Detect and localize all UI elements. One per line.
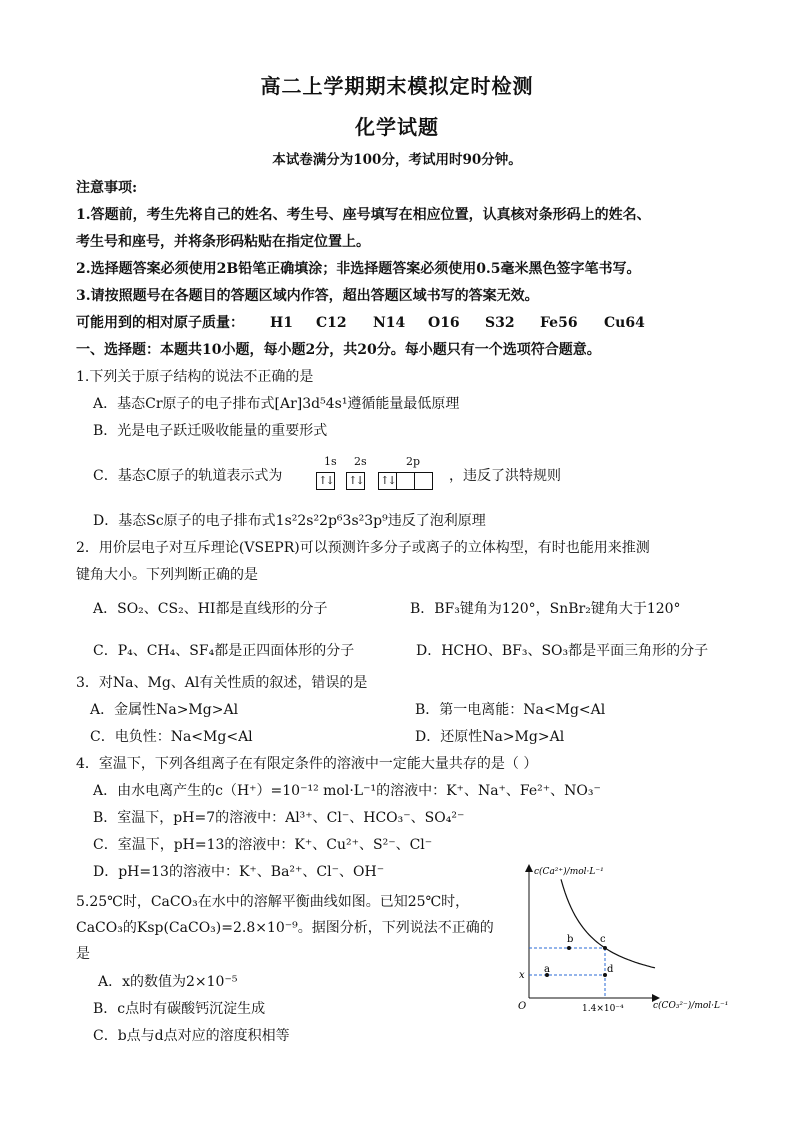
- note-2: 2.选择题答案必须使用2B铅笔正确填涂；非选择题答案必须使用0.5毫米黑色签字笔书写。: [76, 261, 641, 277]
- y-axis-label: c(Ca²⁺)/mol·L⁻¹: [534, 867, 604, 877]
- q2-option-b: B．BF₃键角为120°，SnBr₂键角大于120°: [410, 601, 681, 617]
- point-a-label: a: [544, 964, 550, 975]
- q1-option-a: A．基态Cr原子的电子排布式[Ar]3d⁵4s¹遵循能量最低原理: [93, 396, 460, 412]
- masses-label: 可能用到的相对原子质量：: [76, 315, 244, 331]
- note-1a: 1.答题前，考生先将自己的姓名、考生号、座号填写在相应位置，认真核对条形码上的姓名、: [76, 207, 651, 223]
- q2-option-d: D．HCHO、BF₃、SO₃都是平面三角形的分子: [416, 643, 709, 659]
- q3-option-c: C．电负性：Na<Mg<Al: [90, 729, 253, 745]
- q3-option-a: A．金属性Na>Mg>Al: [90, 702, 239, 718]
- mass-fe: Fe56: [540, 315, 578, 331]
- q2-stem-2: 键角大小。下列判断正确的是: [76, 567, 258, 583]
- orbital-box-2p: ↑↓: [378, 472, 433, 490]
- q4-option-d: D．pH=13的溶液中：K⁺、Ba²⁺、Cl⁻、OH⁻: [93, 864, 385, 880]
- mass-n: N14: [373, 315, 406, 331]
- q4-option-c: C．室温下，pH=13的溶液中：K⁺、Cu²⁺、S²⁻、Cl⁻: [93, 837, 433, 853]
- exam-info: 本试卷满分为100分，考试用时90分钟。: [272, 152, 522, 168]
- q4-stem: 4．室温下，下列各组离子在有限定条件的溶液中一定能大量共存的是（ ）: [76, 756, 538, 772]
- point-b: [567, 946, 571, 950]
- orbital-label-1s: 1s: [324, 455, 337, 468]
- q2-option-c: C．P₄、CH₄、SF₄都是正四面体形的分子: [93, 643, 355, 659]
- orbital-box-2s: ↑↓: [346, 472, 365, 490]
- x-axis-label: c(CO₃²⁻)/mol·L⁻¹: [653, 1001, 729, 1011]
- subject-title: 化学试题: [355, 115, 439, 139]
- q2-stem-1: 2．用价层电子对互斥理论(VSEPR)可以预测许多分子或离子的立体构型，有时也能用来推测: [76, 540, 650, 556]
- mass-c: C12: [316, 315, 347, 331]
- mass-cu: Cu64: [604, 315, 645, 331]
- point-c-label: c: [600, 934, 606, 945]
- q4-option-a: A．由水电离产生的c（H⁺）=10⁻¹² mol·L⁻¹的溶液中：K⁺、Na⁺、Fe²⁺、NO₃⁻: [93, 783, 601, 799]
- origin-label: O: [518, 1001, 527, 1012]
- q1-option-c-post: ，违反了洪特规则: [449, 468, 561, 484]
- q1-option-c-pre: C．基态C原子的轨道表示式为: [93, 468, 283, 484]
- notes-heading: 注意事项:: [76, 180, 138, 196]
- y-tick-x: x: [519, 970, 525, 981]
- orbital-label-2p: 2p: [406, 455, 421, 468]
- q5-stem-3: 是: [76, 946, 90, 962]
- q5-option-c: C．b点与d点对应的溶度积相等: [93, 1028, 290, 1044]
- section-heading: 一、选择题：本题共10小题，每小题2分，共20分。每小题只有一个选项符合题意。: [76, 342, 601, 358]
- orbital-diagram: [316, 456, 446, 496]
- mass-s: S32: [485, 315, 515, 331]
- exam-title: 高二上学期期末模拟定时检测: [260, 74, 534, 98]
- solubility-chart: [510, 860, 740, 1020]
- x-tick-label: 1.4×10⁻⁴: [582, 1004, 624, 1014]
- q5-stem-1: 5.25℃时，CaCO₃在水中的溶解平衡曲线如图。已知25℃时，: [76, 894, 470, 910]
- q1-stem: 1.下列关于原子结构的说法不正确的是: [76, 369, 314, 385]
- orbital-label-2s: 2s: [354, 455, 367, 468]
- q3-option-d: D．还原性Na>Mg>Al: [415, 729, 565, 745]
- ksp-curve: [561, 879, 655, 968]
- point-c: [603, 946, 607, 950]
- q5-stem-2: CaCO₃的Ksp(CaCO₃)=2.8×10⁻⁹。据图分析，下列说法不正确的: [76, 920, 494, 936]
- q4-option-b: B．室温下，pH=7的溶液中：Al³⁺、Cl⁻、HCO₃⁻、SO₄²⁻: [93, 810, 465, 826]
- q5-option-b: B．c点时有碳酸钙沉淀生成: [93, 1001, 266, 1017]
- q1-option-b: B．光是电子跃迁吸收能量的重要形式: [93, 423, 328, 439]
- q2-option-a: A．SO₂、CS₂、HI都是直线形的分子: [93, 601, 328, 617]
- q1-option-d: D．基态Sc原子的电子排布式1s²2s²2p⁶3s²3p⁹违反了泡利原理: [93, 513, 486, 529]
- q3-option-b: B．第一电离能：Na<Mg<Al: [415, 702, 606, 718]
- orbital-box-1s: ↑↓: [316, 472, 335, 490]
- q3-stem: 3．对Na、Mg、Al有关性质的叙述，错误的是: [76, 675, 368, 691]
- mass-h: H1: [270, 315, 293, 331]
- point-d-label: d: [607, 964, 614, 975]
- note-1b: 考生号和座号，并将条形码粘贴在指定位置上。: [76, 234, 370, 250]
- mass-o: O16: [428, 315, 460, 331]
- q5-option-a: A．x的数值为2×10⁻⁵: [98, 974, 238, 990]
- point-b-label: b: [567, 934, 574, 945]
- note-3: 3.请按照题号在各题目的答题区域内作答，超出答题区域书写的答案无效。: [76, 288, 539, 304]
